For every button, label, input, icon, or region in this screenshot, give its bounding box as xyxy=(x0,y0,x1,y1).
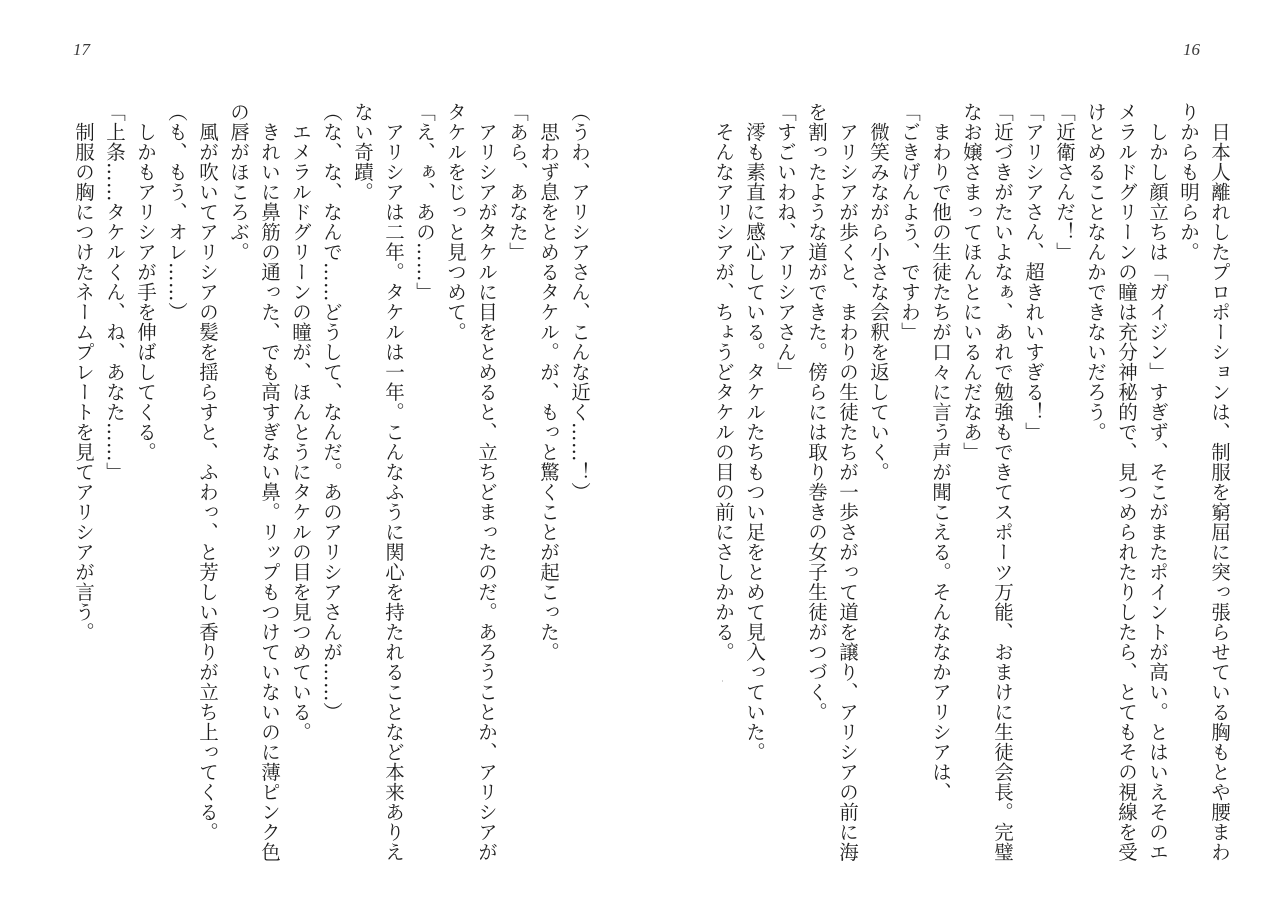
page-number-left: 17 xyxy=(73,40,90,59)
right-page-text xyxy=(695,102,1235,882)
text-line: 風が吹いてアリシアの髪を揺らすと、ふわっ、と芳しい香りが立ち上ってくる。 xyxy=(196,102,219,842)
text-line: 「上条……タケルくん、ね、あなた……」 xyxy=(103,102,126,482)
text-line: しかし顔立ちは「ガイジン」すぎず、そこがまたポイントが高い。とはいえそのエ xyxy=(1146,102,1169,862)
text-line: タケルをじっと見つめて。 xyxy=(444,102,467,342)
text-line: 「ごきげんよう、ですわ」 xyxy=(898,102,921,342)
text-line: 「近づきがたいよなぁ、あれで勉強もできてスポーツ万能、おまけに生徒会長。完璧 xyxy=(991,102,1014,862)
text-line: そんなアリシアが、ちょうどタケルの目の前にさしかかる。 xyxy=(712,102,735,662)
page-number-right: 16 xyxy=(1183,40,1200,59)
text-line: 「あら、あなた」 xyxy=(506,102,529,262)
text-line: 思わず息をとめるタケル。が、もっと驚くことが起こった。 xyxy=(537,102,560,662)
text-line: 「アリシアさん、超きれいすぎる！」 xyxy=(1022,102,1045,442)
text-line: メラルドグリーンの瞳は充分神秘的で、見つめられたりしたら、とてもその視線を受 xyxy=(1115,102,1138,862)
text-line: の唇がほころぶ。 xyxy=(227,102,250,262)
text-line: （も、もう、オレ……） xyxy=(165,102,188,322)
text-line: エメラルドグリーンの瞳が、ほんとうにタケルの目を見つめている。 xyxy=(289,102,312,742)
text-line: まわりで他の生徒たちが口々に言う声が聞こえる。そんななかアリシアは、 xyxy=(929,102,952,802)
text-line: 澪も素直に感心している。タケルたちもつい足をとめて見入っていた。 xyxy=(743,102,766,762)
text-line: 微笑みながら小さな会釈を返していく。 xyxy=(867,102,890,482)
text-line: なお嬢さまってほんとにいるんだなあ」 xyxy=(960,102,983,462)
text-line: 「すごいわね、アリシアさん」 xyxy=(774,102,797,382)
text-line: （な、な、なんで……どうして、なんだ。あのアリシアさんが……） xyxy=(320,102,343,722)
text-line: 「え、ぁ、あの……」 xyxy=(413,102,436,302)
text-line: 制服の胸につけたネームプレートを見てアリシアが言う。 xyxy=(72,102,95,642)
text-line: けとめることなんかできないだろう。 xyxy=(1084,102,1107,442)
text-line: アリシアが歩くと、まわりの生徒たちが一歩さがって道を譲り、アリシアの前に海 xyxy=(836,102,859,862)
text-line: （うわ、アリシアさん、こんな近く……！） xyxy=(568,102,591,502)
text-line: 日本人離れしたプロポーションは、制服を窮屈に突っ張らせている胸もとや腰まわ xyxy=(1208,102,1231,862)
text-line: ない奇蹟。 xyxy=(351,102,374,202)
text-line: りからも明らか。 xyxy=(1177,102,1200,262)
text-line: アリシアは二年。タケルは一年。こんなふうに関心を持たれることなど本来ありえ xyxy=(382,102,405,862)
left-page-text xyxy=(72,102,595,882)
text-line: しかもアリシアが手を伸ばしてくる。 xyxy=(134,102,157,462)
text-line: アリシアがタケルに目をとめると、立ちどまったのだ。あろうことか、アリシアが xyxy=(475,102,498,862)
text-line: を割ったような道ができた。傍らには取り巻きの女子生徒がつづく。 xyxy=(805,102,828,722)
text-line: 「近衛さんだ！」 xyxy=(1053,102,1076,262)
text-line: きれいに鼻筋の通った、でも高すぎない鼻。リップもつけていないのに薄ピンク色 xyxy=(258,102,281,862)
